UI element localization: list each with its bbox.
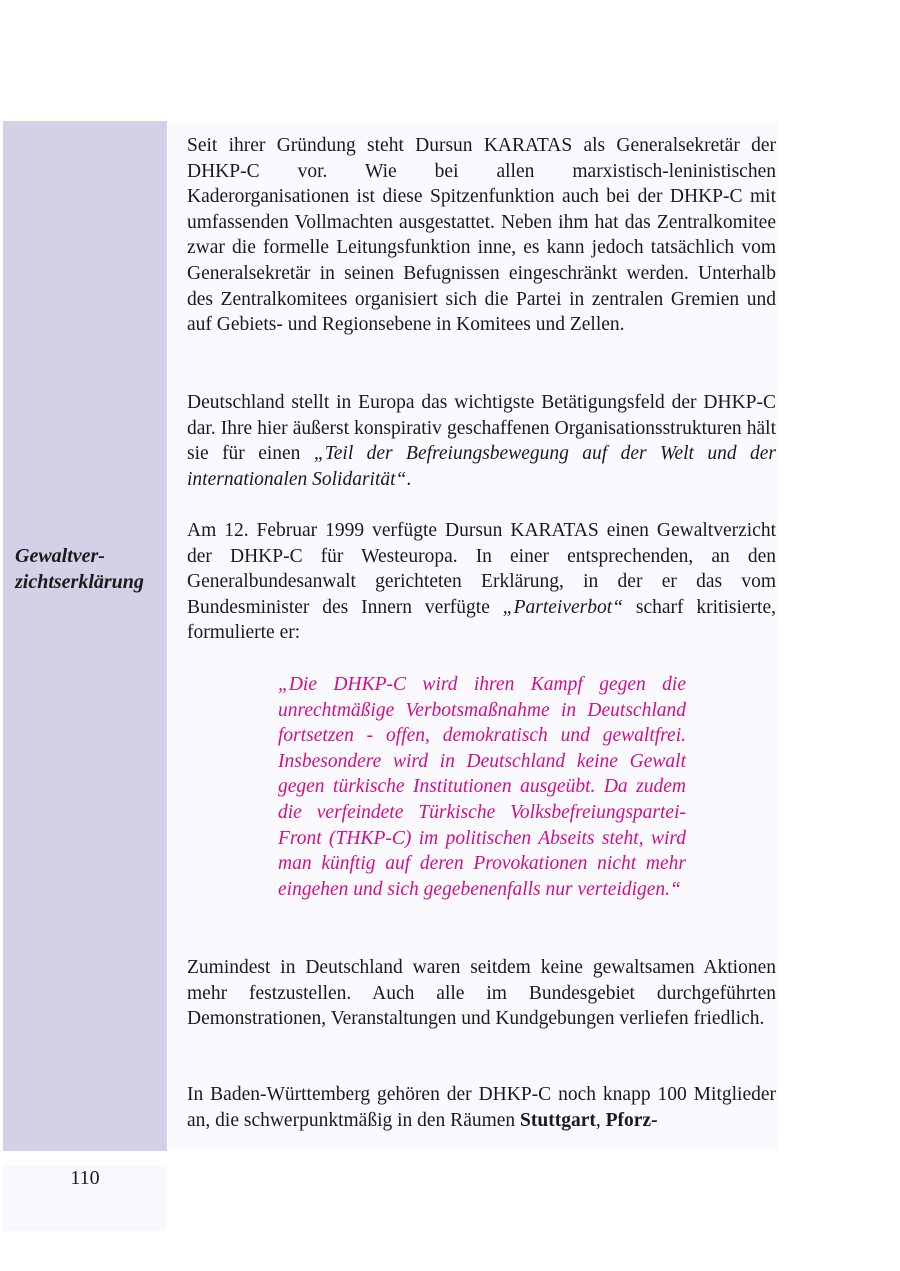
paragraph-1: Seit ihrer Gründung steht Dursun KARATAS als Generalsekretär der DHKP-C vor. Wie bei allen marxistisch-leninistischen Kaderorganisationen ist diese Spitzenfunktion auch bei der DHKP-C mit umfassenden Vollmachten ausgestattet. Neben ihm hat das Zentralkomitee zwar die formelle Leitungsfunktion inne, es kann jedoch tatsächlich vom Generalsekretär in seinen Befugnissen eingeschränkt werden. Unterhalb des Zentralkomitees organisiert sich die Partei in zentralen Gremien und auf Gebiets- und Regionsebene in Komitees und Zellen. bbox=[187, 135, 776, 336]
block-quote: „Die DHKP-C wird ihren Kampf gegen die unrechtmäßige Verbotsmaßnahme in Deutschland fortsetzen - offen, demokratisch und gewaltfrei. Insbesondere wird in Deutschland keine Gewalt gegen türkische Institutionen ausgeübt. Da zudem die verfeindete Türkische Volksbefreiungspartei-Front (THKP-C) im politischen Abseits steht, wird man künftig auf deren Provokationen nicht mehr eingehen und sich gegebenenfalls nur verteidigen.“ bbox=[278, 674, 686, 900]
paragraph-2-end: . bbox=[406, 468, 412, 490]
margin-note bbox=[15, 543, 165, 595]
paragraph-2 bbox=[187, 390, 776, 492]
margin-note-line-2: zichtserklärung bbox=[15, 571, 144, 593]
paragraph-2-quote: „Teil der Befreiungsbewegung auf der Welt und der internationalen Solidarität“ bbox=[187, 443, 776, 490]
paragraph-2-text: Deutschland stellt in Europa das wichtigste Betätigungsfeld der DHKP-C dar. Ihre hier äußerst konspirativ geschaffenen Organisationsstrukturen hält sie für einen bbox=[187, 392, 776, 465]
paragraph-3-text: Am 12. Februar 1999 verfügte Dursun KARATAS einen Gewaltverzicht der DHKP-C für Westeuropa. In einer entsprechenden, an den Generalbundesanwalt gerichteten Erklärung, in der er das vom Bundesminister des Innern verfügte bbox=[187, 520, 776, 618]
place-pforzheim: Pforz- bbox=[605, 1109, 658, 1131]
page-number: 110 bbox=[70, 1167, 100, 1189]
paragraph-3 bbox=[187, 518, 776, 646]
place-stuttgart: Stuttgart bbox=[520, 1109, 596, 1131]
page-number-box bbox=[3, 1165, 167, 1231]
paragraph-3-term: „Parteiverbot“ bbox=[502, 596, 623, 618]
margin-note-line-1: Gewaltver- bbox=[15, 545, 105, 567]
paragraph-5: In Baden-Württemberg gehören der DHKP-C noch knapp 100 Mitglieder an, die schwerpunktmäßig in den Räumen Stuttgart, Pforz- bbox=[187, 1084, 776, 1131]
margin-column bbox=[3, 121, 167, 1151]
paragraph-3-end: scharf kritisierte, formulierte er: bbox=[187, 596, 776, 644]
paragraph-5-text: In Baden-Württemberg gehören der DHKP-C noch knapp 100 Mitglieder an, die schwerpunktmäßig in den Räumen bbox=[187, 1084, 776, 1131]
paragraph-4: Zumindest in Deutschland waren seitdem keine gewaltsamen Aktionen mehr festzustellen. Auch alle im Bundesgebiet durchgeführten Demonstrationen, Veranstaltungen und Kundgebungen verliefen friedlich. bbox=[187, 957, 776, 1030]
